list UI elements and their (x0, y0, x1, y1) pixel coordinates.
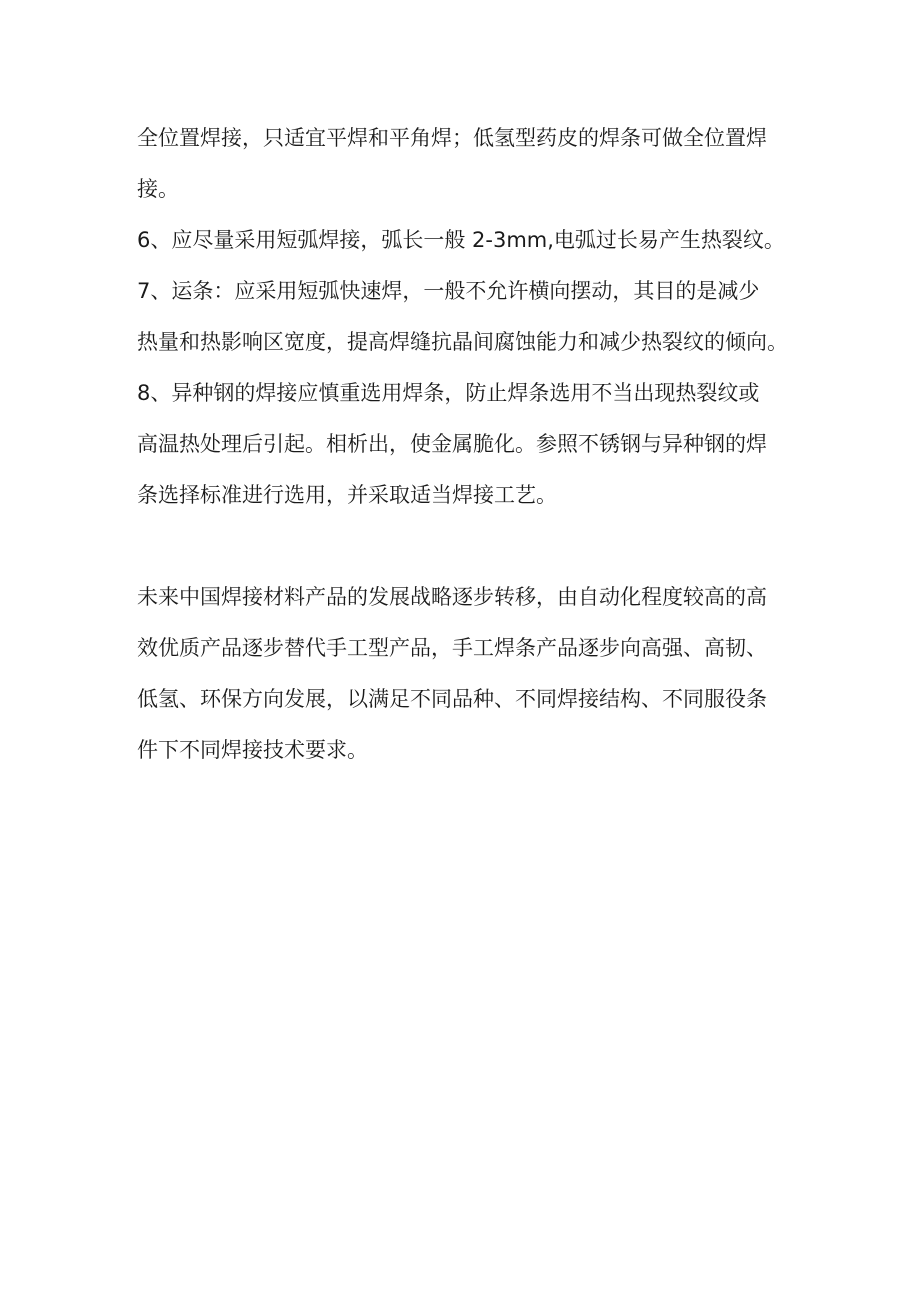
text-line: 效优质产品逐步替代手工型产品，手工焊条产品逐步向高强、高韧、 (137, 636, 767, 660)
paragraph-item-6 (137, 215, 797, 266)
text-line: 全位置焊接，只适宜平焊和平角焊；低氢型药皮的焊条可做全位置焊 (137, 126, 767, 150)
text-line: 未来中国焊接材料产品的发展战略逐步转移，由自动化程度较高的高 (137, 585, 767, 609)
text-line: 接。 (137, 177, 179, 201)
paragraph-future-strategy (137, 572, 797, 776)
body-text (137, 113, 797, 776)
text-line: 件下不同焊接技术要求。 (137, 738, 368, 762)
paragraph-position-welding (137, 113, 797, 215)
text-line: 7、运条：应采用短弧快速焊，一般不允许横向摆动，其目的是减少 (137, 279, 760, 303)
text-line: 8、异种钢的焊接应慎重选用焊条，防止焊条选用不当出现热裂纹或 (137, 381, 760, 405)
paragraph-item-7 (137, 266, 797, 368)
paragraph-spacer (137, 521, 797, 572)
text-line: 低氢、环保方向发展，以满足不同品种、不同焊接结构、不同服役条 (137, 687, 767, 711)
text-line: 热量和热影响区宽度，提高焊缝抗晶间腐蚀能力和减少热裂纹的倾向。 (137, 330, 788, 354)
text-line: 条选择标准进行选用，并采取适当焊接工艺。 (137, 483, 557, 507)
text-line: 6、应尽量采用短弧焊接，弧长一般 2-3mm,电弧过长易产生热裂纹。 (137, 228, 785, 252)
paragraph-item-8 (137, 368, 797, 521)
text-line: 高温热处理后引起。相析出，使金属脆化。参照不锈钢与异种钢的焊 (137, 432, 767, 456)
